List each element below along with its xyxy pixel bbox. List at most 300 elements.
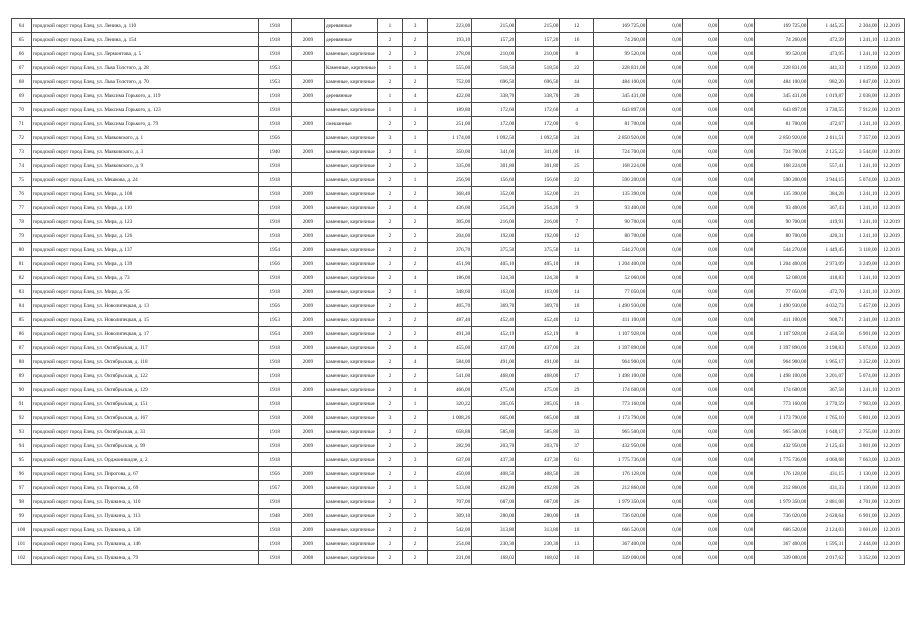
cell-living-area: 254,20 [472, 201, 516, 215]
cell-year-overhaul: 2009 [291, 145, 324, 159]
cell-entrances-count: 2 [403, 243, 428, 257]
cell-regional-funds: 0,00 [683, 411, 719, 425]
cell-residential-area: 437,30 [516, 453, 560, 467]
cell-floors-count: 2 [377, 453, 402, 467]
cell-total-cost: 1 490 930,00 [594, 299, 647, 313]
cell-living-area: 369,70 [472, 299, 516, 313]
cell-address: городской округ город Елец, ул. Максима Горького, д. 119 [31, 89, 258, 103]
cell-completion-date: 12.2019 [879, 327, 905, 341]
cell-unit-cost: 431,33 [808, 481, 845, 495]
cell-local-funds: 0,00 [719, 117, 755, 131]
cell-residents-count: 26 [560, 495, 594, 509]
cell-unit-cost: 367,43 [808, 201, 845, 215]
cell-max-unit-cost: 1 241,10 [845, 201, 878, 215]
cell-floors-count: 2 [377, 117, 402, 131]
table-row [12, 33, 905, 47]
cell-total-cost: 176 128,00 [594, 467, 647, 481]
cell-year-overhaul: 2009 [291, 285, 324, 299]
cell-year-overhaul: 2008 [291, 551, 324, 565]
cell-total-area: 368,40 [428, 187, 472, 201]
cell-max-unit-cost: 3 601,00 [845, 523, 878, 537]
cell-living-area: 192,00 [472, 229, 516, 243]
cell-wall-material: каменные, кирпичные [324, 257, 377, 271]
cell-floors-count: 2 [377, 369, 402, 383]
cell-regional-funds: 0,00 [683, 75, 719, 89]
cell-total-area: 204,00 [428, 229, 472, 243]
cell-total-area: 541,00 [428, 369, 472, 383]
cell-wall-material: каменные, кирпичные [324, 369, 377, 383]
cell-address: городской округ город Елец, ул. Мешкова, д. 24 [31, 173, 258, 187]
cell-unit-cost: 420,31 [808, 229, 845, 243]
cell-row-number: 73 [12, 145, 32, 159]
cell-residents-count: 12 [560, 313, 594, 327]
cell-owner-funds: 345 431,00 [755, 89, 808, 103]
cell-residential-area: 585,80 [516, 425, 560, 439]
cell-regional-funds: 0,00 [683, 383, 719, 397]
cell-living-area: 452,40 [472, 313, 516, 327]
cell-living-area: 313,80 [472, 523, 516, 537]
table-row [12, 355, 905, 369]
cell-total-cost: 339 000,00 [594, 551, 647, 565]
cell-max-unit-cost: 5 074,00 [845, 173, 878, 187]
cell-completion-date: 12.2019 [879, 117, 905, 131]
cell-owner-funds: 590 200,00 [755, 173, 808, 187]
cell-row-number: 79 [12, 229, 32, 243]
cell-total-area: 223,00 [428, 19, 472, 33]
cell-max-unit-cost: 7 903,00 [845, 397, 878, 411]
cell-total-cost: 411 100,00 [594, 313, 647, 327]
cell-year-overhaul: 2009 [291, 509, 324, 523]
cell-local-funds: 0,00 [719, 467, 755, 481]
cell-year-built: 1918 [258, 47, 291, 61]
cell-unit-cost: 472,67 [808, 117, 845, 131]
cell-total-cost: 80 700,00 [594, 229, 647, 243]
cell-row-number: 92 [12, 411, 32, 425]
cell-unit-cost: 2 017,62 [808, 551, 845, 565]
cell-living-area: 157,20 [472, 33, 516, 47]
cell-year-built: 1918 [258, 215, 291, 229]
cell-regional-funds: 0,00 [683, 495, 719, 509]
cell-total-area: 450,00 [428, 467, 472, 481]
cell-row-number: 94 [12, 439, 32, 453]
cell-total-cost: 52 060,00 [594, 271, 647, 285]
cell-unit-cost: 1 765,10 [808, 411, 845, 425]
cell-residential-area: 280,00 [516, 509, 560, 523]
cell-address: городской округ город Елец, ул. Новолипецкая, д. 15 [31, 313, 258, 327]
cell-unit-cost: 557,41 [808, 159, 845, 173]
cell-local-funds: 0,00 [719, 425, 755, 439]
cell-residential-area: 475,00 [516, 383, 560, 397]
table-row [12, 425, 905, 439]
cell-residents-count: 44 [560, 355, 594, 369]
cell-regional-funds: 0,00 [683, 131, 719, 145]
cell-living-area: 205,05 [472, 397, 516, 411]
cell-residential-area: 468,00 [516, 369, 560, 383]
cell-owner-funds: 81 700,00 [755, 117, 808, 131]
cell-residents-count: 26 [560, 481, 594, 495]
cell-residents-count: 8 [560, 47, 594, 61]
cell-max-unit-cost: 1 241,10 [845, 215, 878, 229]
cell-residents-count: 8 [560, 271, 594, 285]
cell-owner-funds: 1 498 100,00 [755, 369, 808, 383]
cell-year-built: 1953 [258, 75, 291, 89]
cell-max-unit-cost: 3 352,00 [845, 551, 878, 565]
cell-living-area: 352,00 [472, 187, 516, 201]
cell-federal-funds: 0,00 [647, 369, 683, 383]
cell-address: городской округ город Елец, ул. Мира, д. 137 [31, 243, 258, 257]
cell-total-cost: 432 950,00 [594, 439, 647, 453]
cell-unit-cost: 1 445,25 [808, 19, 845, 33]
cell-year-built: 1953 [258, 313, 291, 327]
cell-completion-date: 12.2019 [879, 89, 905, 103]
cell-year-overhaul [291, 453, 324, 467]
cell-entrances-count: 2 [403, 467, 428, 481]
cell-regional-funds: 0,00 [683, 341, 719, 355]
cell-year-overhaul: 2009 [291, 33, 324, 47]
cell-local-funds: 0,00 [719, 537, 755, 551]
cell-completion-date: 12.2019 [879, 509, 905, 523]
cell-federal-funds: 0,00 [647, 439, 683, 453]
cell-completion-date: 12.2019 [879, 439, 905, 453]
table-row [12, 117, 905, 131]
cell-total-cost: 736 020,00 [594, 509, 647, 523]
cell-residential-area: 157,20 [516, 33, 560, 47]
cell-living-area: 216,00 [472, 215, 516, 229]
cell-row-number: 95 [12, 453, 32, 467]
cell-completion-date: 12.2019 [879, 369, 905, 383]
cell-living-area: 665,00 [472, 411, 516, 425]
cell-wall-material: каменные, кирпичные [324, 411, 377, 425]
cell-address: городской округ город Елец, ул. Мира, д. 139 [31, 257, 258, 271]
cell-year-built: 1918 [258, 383, 291, 397]
cell-regional-funds: 0,00 [683, 369, 719, 383]
cell-wall-material: каменные, кирпичные [324, 131, 377, 145]
cell-total-cost: 965 500,00 [594, 425, 647, 439]
cell-row-number: 99 [12, 509, 32, 523]
cell-entrances-count: 3 [403, 19, 428, 33]
cell-max-unit-cost: 2 304,00 [845, 19, 878, 33]
cell-completion-date: 12.2019 [879, 383, 905, 397]
table-row [12, 313, 905, 327]
table-row [12, 481, 905, 495]
cell-federal-funds: 0,00 [647, 397, 683, 411]
cell-year-overhaul: 2009 [291, 187, 324, 201]
cell-floors-count: 2 [377, 47, 402, 61]
cell-row-number: 102 [12, 551, 32, 565]
cell-address: городской округ город Елец, ул. Мира, д. 126 [31, 229, 258, 243]
cell-residential-area: 156,60 [516, 173, 560, 187]
cell-local-funds: 0,00 [719, 313, 755, 327]
cell-wall-material: каменные, кирпичные [324, 243, 377, 257]
cell-living-area: 124,30 [472, 271, 516, 285]
cell-unit-cost: 3 730,55 [808, 103, 845, 117]
cell-year-built: 1918 [258, 229, 291, 243]
cell-unit-cost: 4 060,68 [808, 453, 845, 467]
cell-total-cost: 77 050,00 [594, 285, 647, 299]
cell-wall-material: каменные, кирпичные [324, 355, 377, 369]
cell-residents-count: 9 [560, 201, 594, 215]
cell-address: городской округ город Елец, ул. Мира, д. 73 [31, 271, 258, 285]
cell-year-overhaul: 2009 [291, 201, 324, 215]
table-row [12, 285, 905, 299]
cell-unit-cost: 2 973,09 [808, 257, 845, 271]
table-row [12, 19, 905, 33]
cell-year-overhaul: 2009 [291, 537, 324, 551]
cell-year-overhaul: 2009 [291, 243, 324, 257]
cell-row-number: 64 [12, 19, 32, 33]
cell-wall-material: каменные, кирпичные [324, 145, 377, 159]
cell-residential-area: 492,80 [516, 481, 560, 495]
cell-floors-count: 2 [377, 467, 402, 481]
cell-wall-material: каменные, кирпичные [324, 397, 377, 411]
cell-federal-funds: 0,00 [647, 131, 683, 145]
cell-entrances-count: 1 [403, 173, 428, 187]
cell-year-built: 1918 [258, 19, 291, 33]
cell-total-cost: 228 831,00 [594, 61, 647, 75]
cell-wall-material: каменные, кирпичные [324, 425, 377, 439]
cell-address: городской округ город Елец, ул. Мира, д. 108 [31, 187, 258, 201]
cell-address: городской округ город Елец, ул. Пушкина, д. 146 [31, 537, 258, 551]
cell-federal-funds: 0,00 [647, 495, 683, 509]
cell-address: городской округ город Елец, ул. Максима Горького, д. 79 [31, 117, 258, 131]
table-row [12, 537, 905, 551]
cell-entrances-count: 2 [403, 47, 428, 61]
cell-residential-area: 163,00 [516, 285, 560, 299]
cell-residential-area: 696,50 [516, 75, 560, 89]
cell-row-number: 85 [12, 313, 32, 327]
cell-total-cost: 1 204 400,00 [594, 257, 647, 271]
cell-total-cost: 99 520,00 [594, 47, 647, 61]
cell-residents-count: 12 [560, 19, 594, 33]
cell-floors-count: 2 [377, 327, 402, 341]
cell-floors-count: 2 [377, 523, 402, 537]
cell-address: городской округ город Елец, ул. Пушкина, д. 79 [31, 551, 258, 565]
cell-local-funds: 0,00 [719, 19, 755, 33]
cell-address: городской округ город Елец, ул. Пушкина, д. 113 [31, 509, 258, 523]
cell-floors-count: 1 [377, 103, 402, 117]
cell-floors-count: 2 [377, 201, 402, 215]
cell-entrances-count: 2 [403, 523, 428, 537]
cell-row-number: 96 [12, 467, 32, 481]
cell-entrances-count: 1 [403, 285, 428, 299]
cell-residents-count: 44 [560, 75, 594, 89]
cell-unit-cost: 3 944,15 [808, 173, 845, 187]
cell-row-number: 78 [12, 215, 32, 229]
cell-completion-date: 12.2019 [879, 19, 905, 33]
cell-owner-funds: 135 390,00 [755, 187, 808, 201]
cell-year-overhaul: 2009 [291, 439, 324, 453]
cell-unit-cost: 1 648,17 [808, 425, 845, 439]
cell-year-overhaul: 2009 [291, 355, 324, 369]
cell-entrances-count: 1 [403, 103, 428, 117]
cell-local-funds: 0,00 [719, 257, 755, 271]
cell-floors-count: 2 [377, 425, 402, 439]
cell-living-area: 172,60 [472, 103, 516, 117]
cell-residents-count: 16 [560, 33, 594, 47]
cell-unit-cost: 1 449,45 [808, 243, 845, 257]
cell-total-cost: 93 400,00 [594, 201, 647, 215]
cell-total-cost: 367 400,00 [594, 537, 647, 551]
cell-local-funds: 0,00 [719, 61, 755, 75]
cell-total-cost: 590 200,00 [594, 173, 647, 187]
cell-max-unit-cost: 1 241,10 [845, 285, 878, 299]
cell-wall-material: каменные, кирпичные [324, 383, 377, 397]
cell-row-number: 72 [12, 131, 32, 145]
cell-wall-material: каменные, кирпичные [324, 75, 377, 89]
table-row [12, 243, 905, 257]
cell-completion-date: 12.2019 [879, 229, 905, 243]
cell-year-overhaul: 2009 [291, 89, 324, 103]
cell-total-area: 584,00 [428, 355, 472, 369]
cell-residential-area: 205,05 [516, 397, 560, 411]
cell-entrances-count: 2 [403, 117, 428, 131]
cell-total-area: 348,60 [428, 285, 472, 299]
cell-total-cost: 174 600,00 [594, 383, 647, 397]
cell-owner-funds: 80 700,00 [755, 229, 808, 243]
cell-total-area: 542,00 [428, 523, 472, 537]
cell-living-area: 203,70 [472, 439, 516, 453]
cell-total-cost: 212 860,00 [594, 481, 647, 495]
cell-completion-date: 12.2019 [879, 271, 905, 285]
cell-regional-funds: 0,00 [683, 551, 719, 565]
cell-residents-count: 22 [560, 173, 594, 187]
cell-owner-funds: 174 600,00 [755, 383, 808, 397]
cell-residents-count: 10 [560, 551, 594, 565]
cell-completion-date: 12.2019 [879, 467, 905, 481]
cell-regional-funds: 0,00 [683, 397, 719, 411]
cell-total-area: 451,90 [428, 257, 472, 271]
cell-max-unit-cost: 2 444,00 [845, 537, 878, 551]
cell-federal-funds: 0,00 [647, 509, 683, 523]
cell-year-built: 1918 [258, 369, 291, 383]
cell-address: городской округ город Елец, ул. Маяковского, д. 3 [31, 145, 258, 159]
cell-living-area: 437,30 [472, 453, 516, 467]
cell-completion-date: 12.2019 [879, 355, 905, 369]
cell-federal-funds: 0,00 [647, 327, 683, 341]
table-row [12, 187, 905, 201]
cell-floors-count: 3 [377, 131, 402, 145]
cell-entrances-count: 2 [403, 411, 428, 425]
cell-completion-date: 12.2019 [879, 537, 905, 551]
cell-residents-count: 10 [560, 397, 594, 411]
cell-local-funds: 0,00 [719, 299, 755, 313]
cell-residents-count: 29 [560, 383, 594, 397]
cell-floors-count: 2 [377, 481, 402, 495]
cell-year-built: 1918 [258, 439, 291, 453]
cell-max-unit-cost: 1 241,10 [845, 159, 878, 173]
cell-completion-date: 12.2019 [879, 159, 905, 173]
cell-max-unit-cost: 7 357,00 [845, 131, 878, 145]
cell-completion-date: 12.2019 [879, 75, 905, 89]
cell-local-funds: 0,00 [719, 383, 755, 397]
cell-total-cost: 724 700,00 [594, 145, 647, 159]
cell-year-overhaul [291, 61, 324, 75]
cell-residential-area: 665,00 [516, 411, 560, 425]
cell-row-number: 83 [12, 285, 32, 299]
cell-entrances-count: 2 [403, 257, 428, 271]
cell-regional-funds: 0,00 [683, 187, 719, 201]
cell-year-built: 1956 [258, 257, 291, 271]
cell-row-number: 74 [12, 159, 32, 173]
cell-year-overhaul: 2009 [291, 271, 324, 285]
cell-max-unit-cost: 1 847,00 [845, 75, 878, 89]
cell-year-overhaul: 2009 [291, 257, 324, 271]
cell-completion-date: 12.2019 [879, 341, 905, 355]
cell-entrances-count: 2 [403, 75, 428, 89]
cell-federal-funds: 0,00 [647, 75, 683, 89]
cell-regional-funds: 0,00 [683, 425, 719, 439]
cell-wall-material: каменные, кирпичные [324, 439, 377, 453]
cell-year-overhaul [291, 173, 324, 187]
cell-owner-funds: 176 128,00 [755, 467, 808, 481]
cell-total-area: 251,00 [428, 117, 472, 131]
cell-local-funds: 0,00 [719, 411, 755, 425]
cell-year-built: 1918 [258, 187, 291, 201]
cell-unit-cost: 473,95 [808, 47, 845, 61]
cell-floors-count: 2 [377, 537, 402, 551]
cell-owner-funds: 367 400,00 [755, 537, 808, 551]
cell-completion-date: 12.2019 [879, 61, 905, 75]
cell-regional-funds: 0,00 [683, 523, 719, 537]
cell-residents-count: 8 [560, 327, 594, 341]
cell-max-unit-cost: 5 074,00 [845, 341, 878, 355]
cell-total-area: 405,70 [428, 299, 472, 313]
cell-year-overhaul: 2009 [291, 425, 324, 439]
cell-total-area: 282,90 [428, 439, 472, 453]
cell-unit-cost: 3 201,07 [808, 369, 845, 383]
cell-year-built: 1918 [258, 103, 291, 117]
cell-local-funds: 0,00 [719, 33, 755, 47]
cell-year-overhaul: 2009 [291, 117, 324, 131]
cell-residents-count: 21 [560, 187, 594, 201]
cell-address: городской округ город Елец, ул. Мира, д. 110 [31, 201, 258, 215]
cell-regional-funds: 0,00 [683, 145, 719, 159]
cell-federal-funds: 0,00 [647, 313, 683, 327]
cell-living-area: 687,00 [472, 495, 516, 509]
cell-year-overhaul: 2009 [291, 299, 324, 313]
cell-wall-material: каменные, кирпичные [324, 201, 377, 215]
cell-completion-date: 12.2019 [879, 285, 905, 299]
table-row [12, 173, 905, 187]
cell-federal-funds: 0,00 [647, 271, 683, 285]
cell-row-number: 89 [12, 369, 32, 383]
cell-federal-funds: 0,00 [647, 117, 683, 131]
cell-local-funds: 0,00 [719, 481, 755, 495]
cell-wall-material: каменные, кирпичные [324, 453, 377, 467]
cell-owner-funds: 1 775 736,00 [755, 453, 808, 467]
cell-year-overhaul [291, 159, 324, 173]
cell-floors-count: 2 [377, 313, 402, 327]
cell-residential-area: 254,20 [516, 201, 560, 215]
cell-local-funds: 0,00 [719, 47, 755, 61]
cell-total-cost: 74 260,00 [594, 33, 647, 47]
cell-regional-funds: 0,00 [683, 537, 719, 551]
cell-living-area: 375,50 [472, 243, 516, 257]
cell-wall-material: смешанные [324, 117, 377, 131]
cell-federal-funds: 0,00 [647, 173, 683, 187]
cell-local-funds: 0,00 [719, 243, 755, 257]
table-row [12, 551, 905, 565]
cell-max-unit-cost: 3 249,00 [845, 257, 878, 271]
table-row [12, 201, 905, 215]
table-row [12, 369, 905, 383]
cell-entrances-count: 2 [403, 369, 428, 383]
cell-year-overhaul: 2009 [291, 481, 324, 495]
cell-floors-count: 2 [377, 257, 402, 271]
cell-residents-count: 14 [560, 285, 594, 299]
cell-unit-cost: 2 628,64 [808, 509, 845, 523]
cell-living-area: 230,30 [472, 537, 516, 551]
